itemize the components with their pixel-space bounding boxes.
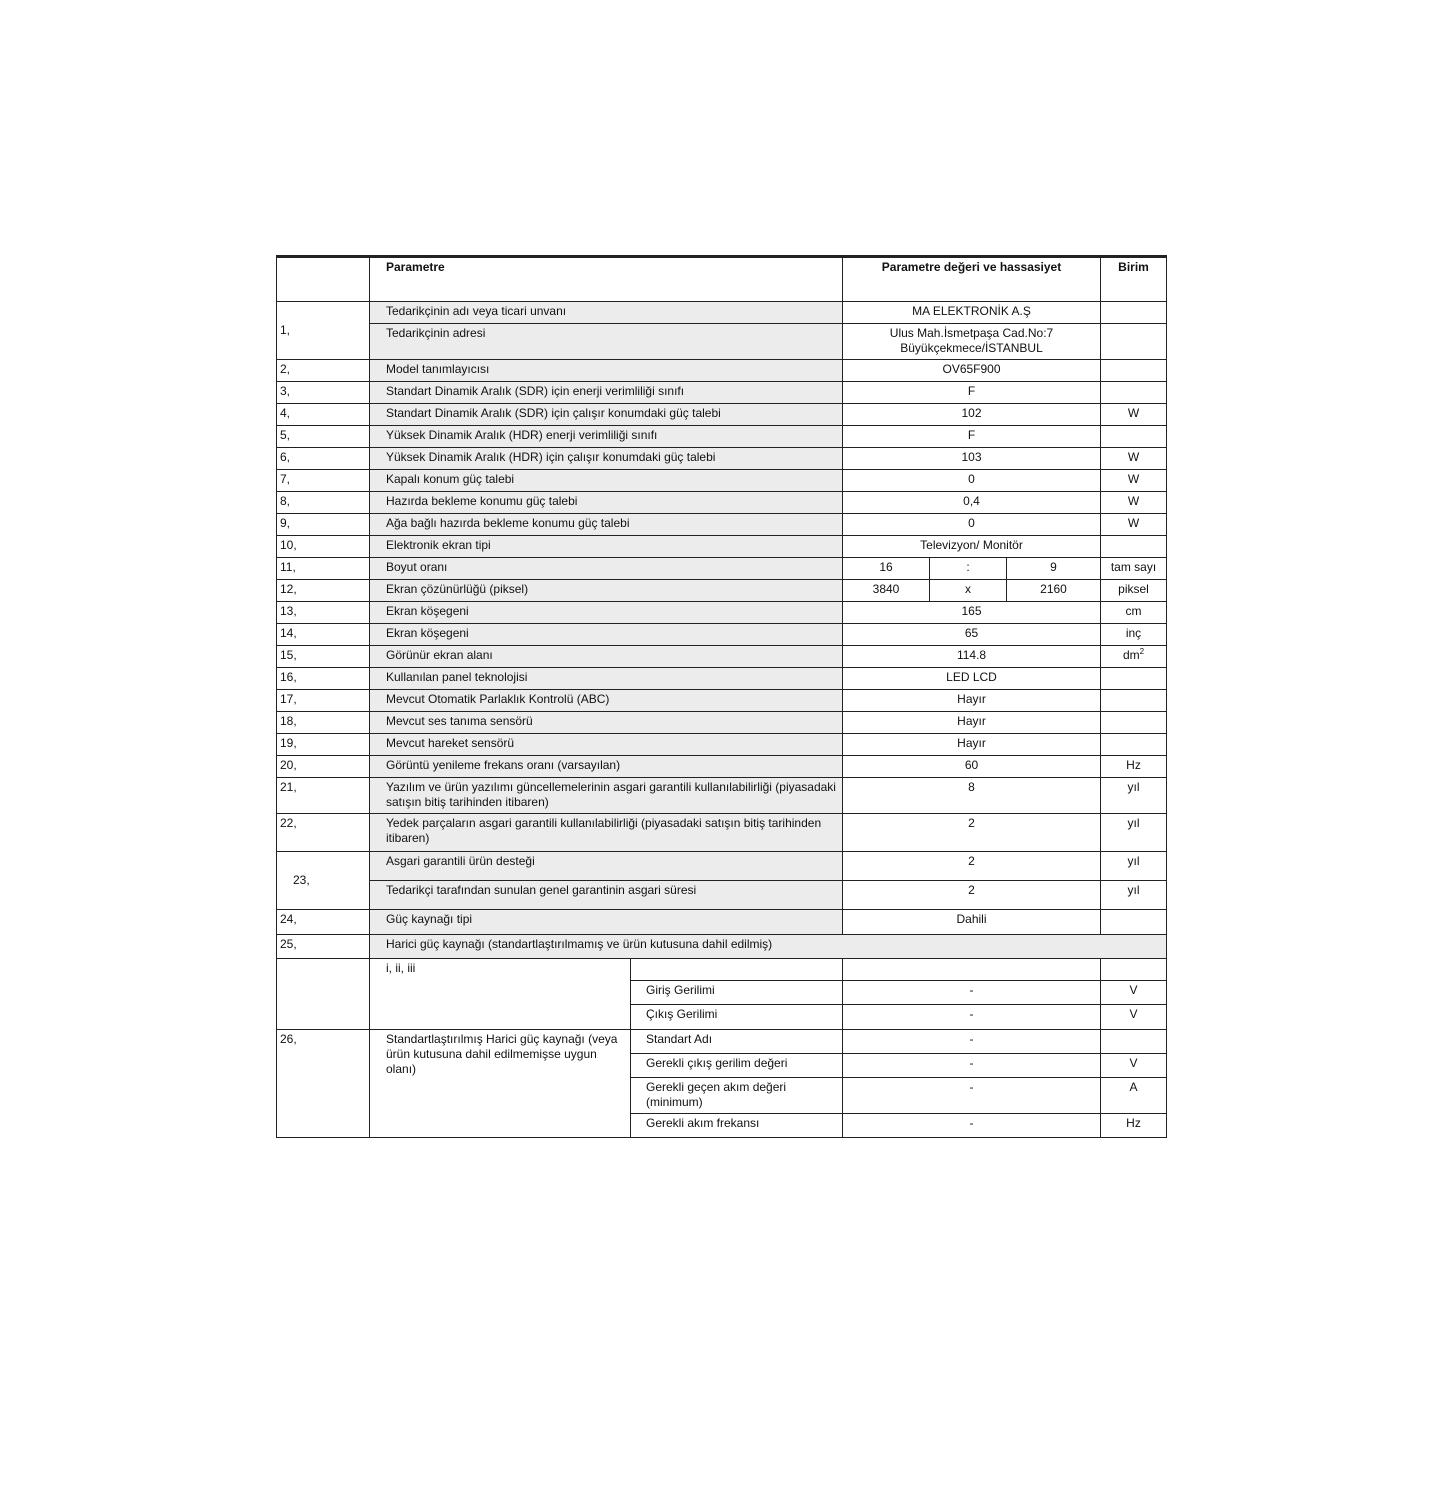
table-row <box>277 624 1167 646</box>
value-cell-first: 16 <box>843 558 930 580</box>
roman-numerals-cell: i, ii, iii <box>370 959 631 1030</box>
parameter-cell: Model tanımlayıcısı <box>370 360 843 382</box>
table-row <box>277 935 1167 959</box>
value-cell: 2 <box>843 881 1101 910</box>
value-cell: - <box>843 1005 1101 1030</box>
row-number: 9, <box>277 514 370 536</box>
parameter-cell: Ekran köşegeni <box>370 602 843 624</box>
table-row <box>277 382 1167 404</box>
unit-cell <box>1101 536 1167 558</box>
table-row <box>277 602 1167 624</box>
value-cell: - <box>843 1054 1101 1078</box>
sub-parameter-cell: Giriş Gerilimi <box>631 981 843 1005</box>
parameter-cell: Tedarikçinin adresi <box>370 324 843 360</box>
value-cell: F <box>843 426 1101 448</box>
unit-cell: V <box>1101 1005 1167 1030</box>
row-number: 23, <box>277 852 370 910</box>
unit-text: dm <box>1122 648 1140 662</box>
unit-cell: cm <box>1101 602 1167 624</box>
row-number: 21, <box>277 778 370 814</box>
row-number: 22, <box>277 814 370 852</box>
row-number: 24, <box>277 910 370 935</box>
unit-cell: tam sayı <box>1101 558 1167 580</box>
parameter-cell: Asgari garantili ürün desteği <box>370 852 843 881</box>
parameter-cell: Görüntü yenileme frekans oranı (varsayılan) <box>370 756 843 778</box>
unit-cell <box>1101 959 1167 981</box>
parameter-cell: Elektronik ekran tipi <box>370 536 843 558</box>
parameter-cell: Yazılım ve ürün yazılımı güncellemelerinin asgari garantili kullanılabilirliği (piyasadaki satışın bitiş tarihinden itibaren) <box>370 778 843 814</box>
parameter-cell: Standart Dinamik Aralık (SDR) için enerji verimliliği sınıfı <box>370 382 843 404</box>
parameter-cell: Kullanılan panel teknolojisi <box>370 668 843 690</box>
row-number: 5, <box>277 426 370 448</box>
table-row <box>277 959 1167 981</box>
unit-cell: yıl <box>1101 814 1167 852</box>
table-row <box>277 881 1167 910</box>
value-cell: Hayır <box>843 734 1101 756</box>
unit-cell <box>1101 910 1167 935</box>
parameter-cell: Boyut oranı <box>370 558 843 580</box>
row-number: 13, <box>277 602 370 624</box>
unit-cell: piksel <box>1101 580 1167 602</box>
unit-cell: yıl <box>1101 881 1167 910</box>
unit-cell: yıl <box>1101 778 1167 814</box>
row-number: 14, <box>277 624 370 646</box>
unit-cell <box>1101 324 1167 360</box>
unit-cell: V <box>1101 1054 1167 1078</box>
parameter-cell: Yüksek Dinamik Aralık (HDR) enerji verimliliği sınıfı <box>370 426 843 448</box>
unit-cell <box>1101 382 1167 404</box>
unit-cell <box>1101 734 1167 756</box>
table-row <box>277 778 1167 814</box>
parameter-cell: Ağa bağlı hazırda bekleme konumu güç talebi <box>370 514 843 536</box>
row-number: 16, <box>277 668 370 690</box>
header-parameter: Parametre <box>370 257 843 302</box>
table-row <box>277 514 1167 536</box>
value-cell: Hayır <box>843 712 1101 734</box>
value-separator: x <box>930 580 1007 602</box>
row-number: 15, <box>277 646 370 668</box>
value-cell-second: 9 <box>1007 558 1101 580</box>
header-no-cell <box>277 257 370 302</box>
sub-parameter-cell: Gerekli çıkış gerilim değeri <box>631 1054 843 1078</box>
parameter-cell: Kapalı konum güç talebi <box>370 470 843 492</box>
row-number: 8, <box>277 492 370 514</box>
value-cell-second: 2160 <box>1007 580 1101 602</box>
value-cell: 102 <box>843 404 1101 426</box>
unit-cell <box>1101 1030 1167 1054</box>
unit-cell: W <box>1101 492 1167 514</box>
table-row <box>277 668 1167 690</box>
parameter-cell: Harici güç kaynağı (standartlaştırılmamış ve ürün kutusuna dahil edilmiş) <box>370 935 1167 959</box>
row-number: 7, <box>277 470 370 492</box>
parameter-cell: Görünür ekran alanı <box>370 646 843 668</box>
unit-cell: A <box>1101 1078 1167 1114</box>
unit-cell <box>1101 668 1167 690</box>
value-cell: - <box>843 1078 1101 1114</box>
value-cell <box>843 959 1101 981</box>
value-cell: Televizyon/ Monitör <box>843 536 1101 558</box>
parameter-cell: Ekran köşegeni <box>370 624 843 646</box>
table-row <box>277 360 1167 382</box>
header-unit: Birim <box>1101 257 1167 302</box>
row-number-blank <box>277 959 370 1030</box>
table-row <box>277 814 1167 852</box>
value-cell: - <box>843 1030 1101 1054</box>
unit-cell <box>1101 646 1167 668</box>
table-row <box>277 1030 1167 1054</box>
sub-parameter-cell <box>631 959 843 981</box>
header-value: Parametre değeri ve hassasiyet <box>843 257 1101 302</box>
unit-cell <box>1101 712 1167 734</box>
table-row <box>277 690 1167 712</box>
parameter-cell: Mevcut Otomatik Parlaklık Kontrolü (ABC) <box>370 690 843 712</box>
unit-cell <box>1101 360 1167 382</box>
row-number: 10, <box>277 536 370 558</box>
value-cell: MA ELEKTRONİK A.Ş <box>843 302 1101 324</box>
unit-cell: Hz <box>1101 756 1167 778</box>
table-row <box>277 756 1167 778</box>
parameter-cell: Ekran çözünürlüğü (piksel) <box>370 580 843 602</box>
parameter-cell: Mevcut hareket sensörü <box>370 734 843 756</box>
value-cell: 2 <box>843 852 1101 881</box>
value-separator: : <box>930 558 1007 580</box>
unit-cell: W <box>1101 470 1167 492</box>
table-row <box>277 492 1167 514</box>
value-cell: LED LCD <box>843 668 1101 690</box>
table-row <box>277 302 1167 324</box>
parameter-cell: Tedarikçinin adı veya ticari unvanı <box>370 302 843 324</box>
unit-cell: Hz <box>1101 1114 1167 1138</box>
table-row <box>277 646 1167 668</box>
unit-cell: W <box>1101 514 1167 536</box>
row-number: 1, <box>277 302 370 360</box>
value-cell: 103 <box>843 448 1101 470</box>
unit-cell: W <box>1101 448 1167 470</box>
value-cell: 0 <box>843 514 1101 536</box>
unit-cell <box>1101 426 1167 448</box>
row-number: 3, <box>277 382 370 404</box>
value-cell: 2 <box>843 814 1101 852</box>
parameter-cell: Yüksek Dinamik Aralık (HDR) için çalışır konumdaki güç talebi <box>370 448 843 470</box>
parameter-table <box>276 255 1167 1138</box>
table-row <box>277 536 1167 558</box>
value-cell: OV65F900 <box>843 360 1101 382</box>
value-cell: F <box>843 382 1101 404</box>
value-cell-first: 3840 <box>843 580 930 602</box>
row-number: 4, <box>277 404 370 426</box>
unit-cell <box>1101 690 1167 712</box>
table-row <box>277 712 1167 734</box>
unit-cell: inç <box>1101 624 1167 646</box>
row-number: 2, <box>277 360 370 382</box>
value-cell: Hayır <box>843 690 1101 712</box>
value-cell: 65 <box>843 624 1101 646</box>
value-cell: 0 <box>843 470 1101 492</box>
table-row <box>277 404 1167 426</box>
row-number: 25, <box>277 935 370 959</box>
sub-parameter-cell: Gerekli geçen akım değeri (minimum) <box>631 1078 843 1114</box>
table-row <box>277 448 1167 470</box>
parameter-cell: Mevcut ses tanıma sensörü <box>370 712 843 734</box>
value-cell: 60 <box>843 756 1101 778</box>
value-cell: Dahili <box>843 910 1101 935</box>
table-header-row <box>277 257 1167 302</box>
table-row <box>277 910 1167 935</box>
value-cell: 165 <box>843 602 1101 624</box>
value-cell: 8 <box>843 778 1101 814</box>
row-number: 26, <box>277 1030 370 1138</box>
row-number: 17, <box>277 690 370 712</box>
parameter-cell: Güç kaynağı tipi <box>370 910 843 935</box>
table-row <box>277 734 1167 756</box>
unit-cell: V <box>1101 981 1167 1005</box>
table-row <box>277 426 1167 448</box>
unit-cell: W <box>1101 404 1167 426</box>
row-number: 12, <box>277 580 370 602</box>
row-number: 19, <box>277 734 370 756</box>
parameter-cell: Standart Dinamik Aralık (SDR) için çalışır konumdaki güç talebi <box>370 404 843 426</box>
unit-cell: yıl <box>1101 852 1167 881</box>
row-number: 11, <box>277 558 370 580</box>
value-cell: - <box>843 981 1101 1005</box>
table-row <box>277 852 1167 881</box>
value-cell: 114.8 <box>843 646 1101 668</box>
unit-superscript: 2 <box>1139 647 1145 656</box>
value-cell: Ulus Mah.İsmetpaşa Cad.No:7 Büyükçekmece/İSTANBUL <box>843 324 1101 360</box>
table-row <box>277 470 1167 492</box>
product-information-sheet <box>276 255 1166 1138</box>
row-number: 6, <box>277 448 370 470</box>
sub-parameter-cell: Gerekli akım frekansı <box>631 1114 843 1138</box>
table-row <box>277 324 1167 360</box>
value-cell: - <box>843 1114 1101 1138</box>
sub-parameter-cell: Standart Adı <box>631 1030 843 1054</box>
table-row <box>277 580 1167 602</box>
parameter-cell: Yedek parçaların asgari garantili kullanılabilirliği (piyasadaki satışın bitiş tarihinden itibaren) <box>370 814 843 852</box>
unit-cell <box>1101 302 1167 324</box>
row-number: 18, <box>277 712 370 734</box>
parameter-cell: Tedarikçi tarafından sunulan genel garantinin asgari süresi <box>370 881 843 910</box>
parameter-cell: Standartlaştırılmış Harici güç kaynağı (veya ürün kutusuna dahil edilmemişse uygun olanı) <box>370 1030 631 1138</box>
row-number: 20, <box>277 756 370 778</box>
parameter-cell: Hazırda bekleme konumu güç talebi <box>370 492 843 514</box>
sub-parameter-cell: Çıkış Gerilimi <box>631 1005 843 1030</box>
value-cell: 0,4 <box>843 492 1101 514</box>
table-row <box>277 558 1167 580</box>
